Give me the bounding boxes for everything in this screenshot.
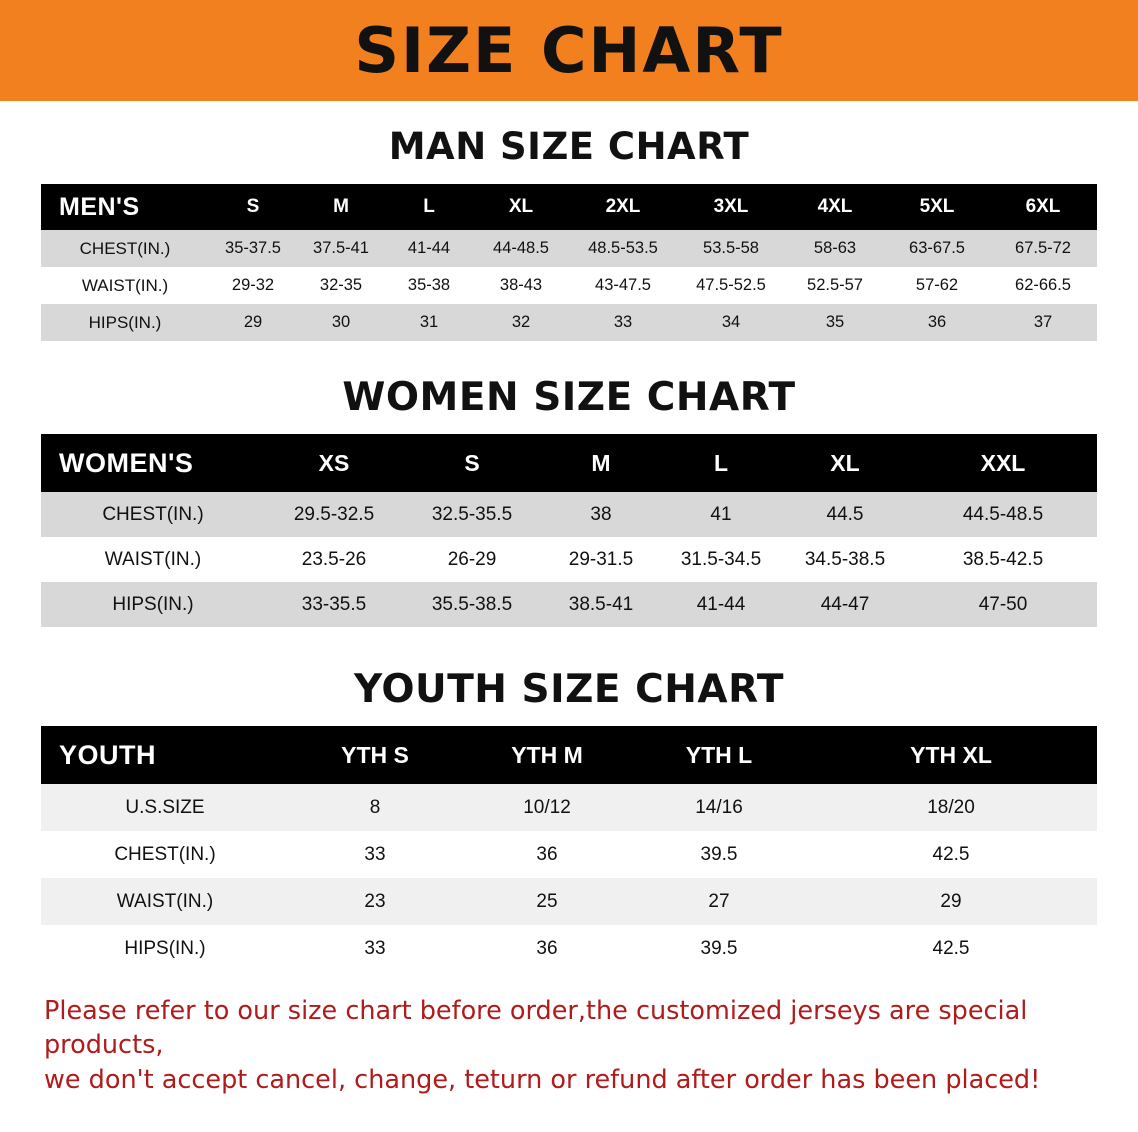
table-cell: 48.5-53.5 bbox=[588, 239, 658, 257]
table-cell: 31 bbox=[419, 313, 439, 331]
table-cell: 41-44 bbox=[407, 239, 451, 257]
table-cell: 63-67.5 bbox=[909, 239, 965, 257]
table-cell: 32 bbox=[511, 313, 531, 331]
women-col-l: L bbox=[661, 434, 781, 492]
man-row-label-waist: WAIST(IN.) bbox=[81, 275, 169, 295]
youth-size-table bbox=[41, 726, 1097, 972]
table-cell: 44.5 bbox=[826, 503, 864, 525]
table-cell: 39.5 bbox=[700, 843, 738, 865]
table-cell: 33 bbox=[613, 313, 633, 331]
banner bbox=[0, 0, 1138, 101]
table-cell: 36 bbox=[927, 313, 947, 331]
table-cell: 36 bbox=[536, 843, 558, 865]
youth-col-xl: YTH XL bbox=[805, 726, 1097, 784]
women-col-xl: XL bbox=[781, 434, 909, 492]
table-cell: 33 bbox=[364, 843, 386, 865]
table-cell: 39.5 bbox=[700, 937, 738, 959]
table-cell: 29.5-32.5 bbox=[293, 503, 375, 525]
table-cell: 30 bbox=[331, 313, 351, 331]
table-row bbox=[41, 831, 1097, 878]
table-row bbox=[41, 582, 1097, 627]
table-cell: 44-48.5 bbox=[493, 239, 549, 257]
youth-header-label: YOUTH bbox=[41, 726, 289, 784]
youth-size-table-wrapper bbox=[41, 726, 1097, 972]
man-col-6xl: 6XL bbox=[989, 184, 1097, 230]
table-cell: 47.5-52.5 bbox=[696, 276, 766, 294]
table-cell: 36 bbox=[536, 937, 558, 959]
policy-note bbox=[44, 994, 1104, 1097]
table-cell: 47-50 bbox=[978, 593, 1028, 615]
youth-col-m: YTH M bbox=[461, 726, 633, 784]
man-section-title: MAN SIZE CHART bbox=[388, 125, 750, 168]
man-size-table-wrapper bbox=[41, 184, 1097, 341]
table-cell: 43-47.5 bbox=[595, 276, 651, 294]
man-size-table bbox=[41, 184, 1097, 341]
youth-row-label-hips: HIPS(IN.) bbox=[124, 937, 206, 959]
table-cell: 10/12 bbox=[523, 796, 571, 818]
women-row-label-hips: HIPS(IN.) bbox=[112, 593, 194, 615]
table-row bbox=[41, 878, 1097, 925]
women-col-s: S bbox=[403, 434, 541, 492]
table-cell: 35-38 bbox=[407, 276, 451, 294]
table-cell: 58-63 bbox=[813, 239, 857, 257]
table-cell: 41-44 bbox=[696, 593, 746, 615]
table-cell: 23.5-26 bbox=[301, 548, 367, 570]
table-cell: 35.5-38.5 bbox=[431, 593, 513, 615]
youth-row-label-ussize: U.S.SIZE bbox=[125, 796, 205, 818]
man-header-label: MEN'S bbox=[41, 184, 209, 230]
table-cell: 18/20 bbox=[927, 796, 975, 818]
table-cell: 27 bbox=[708, 890, 730, 912]
women-col-m: M bbox=[541, 434, 661, 492]
table-row bbox=[41, 304, 1097, 341]
table-cell: 25 bbox=[536, 890, 558, 912]
table-cell: 67.5-72 bbox=[1015, 239, 1071, 257]
table-cell: 29 bbox=[243, 313, 263, 331]
table-cell: 34 bbox=[721, 313, 741, 331]
man-col-xl: XL bbox=[473, 184, 569, 230]
table-cell: 29-32 bbox=[231, 276, 275, 294]
youth-row-label-chest: CHEST(IN.) bbox=[114, 843, 216, 865]
table-cell: 29-31.5 bbox=[568, 548, 634, 570]
table-cell: 26-29 bbox=[447, 548, 497, 570]
table-cell: 57-62 bbox=[915, 276, 959, 294]
women-section-title: WOMEN SIZE CHART bbox=[342, 375, 796, 420]
table-cell: 44-47 bbox=[820, 593, 870, 615]
table-cell: 35-37.5 bbox=[225, 239, 281, 257]
table-cell: 33 bbox=[364, 937, 386, 959]
women-header-label: WOMEN'S bbox=[41, 434, 265, 492]
man-row-label-chest: CHEST(IN.) bbox=[79, 238, 171, 258]
man-col-5xl: 5XL bbox=[885, 184, 989, 230]
table-cell: 38.5-41 bbox=[568, 593, 634, 615]
youth-col-l: YTH L bbox=[633, 726, 805, 784]
women-col-xs: XS bbox=[265, 434, 403, 492]
man-col-4xl: 4XL bbox=[785, 184, 885, 230]
policy-note-line-1: Please refer to our size chart before order,the customized jerseys are special products, bbox=[44, 996, 1028, 1061]
man-row-label-hips: HIPS(IN.) bbox=[88, 312, 162, 332]
table-cell: 37 bbox=[1033, 313, 1053, 331]
table-cell: 42.5 bbox=[932, 843, 970, 865]
table-cell: 33-35.5 bbox=[301, 593, 367, 615]
table-row bbox=[41, 230, 1097, 267]
table-cell: 38.5-42.5 bbox=[962, 548, 1044, 570]
youth-table-header-row bbox=[41, 726, 1097, 784]
table-row bbox=[41, 492, 1097, 537]
table-cell: 38 bbox=[590, 503, 612, 525]
man-table-header-row bbox=[41, 184, 1097, 230]
man-col-l: L bbox=[385, 184, 473, 230]
women-size-table-wrapper bbox=[41, 434, 1097, 627]
man-col-s: S bbox=[209, 184, 297, 230]
table-cell: 62-66.5 bbox=[1015, 276, 1071, 294]
man-col-m: M bbox=[297, 184, 385, 230]
table-row bbox=[41, 784, 1097, 831]
table-cell: 34.5-38.5 bbox=[804, 548, 886, 570]
women-size-table bbox=[41, 434, 1097, 627]
table-cell: 32.5-35.5 bbox=[431, 503, 513, 525]
table-cell: 14/16 bbox=[695, 796, 743, 818]
table-cell: 29 bbox=[940, 890, 962, 912]
table-cell: 52.5-57 bbox=[807, 276, 863, 294]
youth-section-title: YOUTH SIZE CHART bbox=[354, 667, 784, 712]
table-cell: 42.5 bbox=[932, 937, 970, 959]
table-row bbox=[41, 925, 1097, 972]
table-cell: 31.5-34.5 bbox=[680, 548, 762, 570]
table-cell: 53.5-58 bbox=[703, 239, 759, 257]
women-table-header-row bbox=[41, 434, 1097, 492]
women-col-xxl: XXL bbox=[909, 434, 1097, 492]
table-cell: 32-35 bbox=[319, 276, 363, 294]
table-cell: 23 bbox=[364, 890, 386, 912]
table-cell: 35 bbox=[825, 313, 845, 331]
man-col-3xl: 3XL bbox=[677, 184, 785, 230]
table-cell: 41 bbox=[710, 503, 732, 525]
page-title: SIZE CHART bbox=[354, 13, 784, 87]
man-col-2xl: 2XL bbox=[569, 184, 677, 230]
youth-row-label-waist: WAIST(IN.) bbox=[116, 890, 214, 912]
policy-note-line-2: we don't accept cancel, change, teturn or refund after order has been placed! bbox=[44, 1064, 1041, 1095]
table-cell: 38-43 bbox=[499, 276, 543, 294]
table-cell: 37.5-41 bbox=[313, 239, 369, 257]
youth-col-s: YTH S bbox=[289, 726, 461, 784]
table-cell: 8 bbox=[369, 796, 381, 818]
table-row bbox=[41, 267, 1097, 304]
women-row-label-waist: WAIST(IN.) bbox=[104, 548, 202, 570]
women-row-label-chest: CHEST(IN.) bbox=[102, 503, 204, 525]
table-cell: 44.5-48.5 bbox=[962, 503, 1044, 525]
table-row bbox=[41, 537, 1097, 582]
